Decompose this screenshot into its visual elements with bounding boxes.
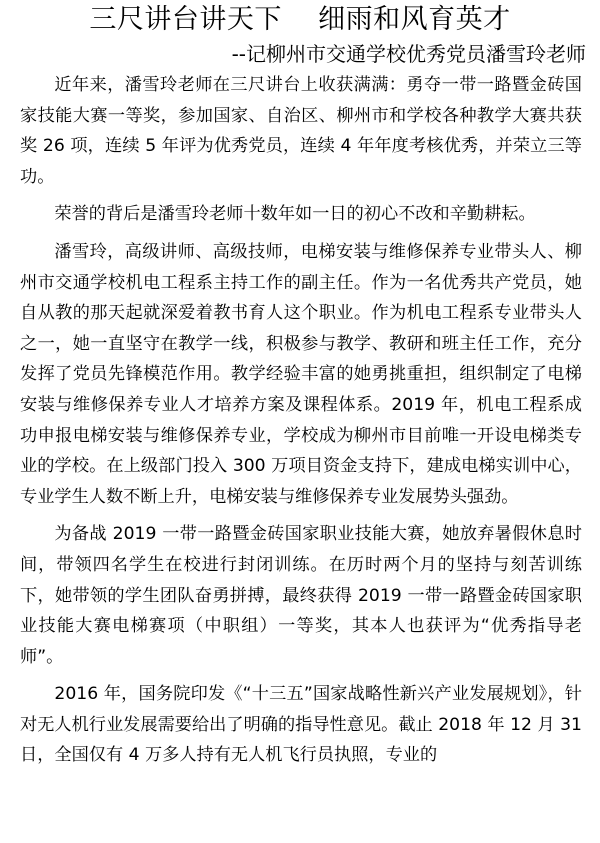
- article-subtitle: --记柳州市交通学校优秀党员潘雪玲老师: [231, 42, 586, 66]
- paragraph-4: 为备战 2019 一带一路暨金砖国家职业技能大赛，她放弃暑假休息时间，带领四名学生在校进行封闭训练。在历时两个月的坚持与刻苦训练下，她带领的学生团队奋勇拼搏，最终获得 2019 一带一路暨金砖国家职业技能大赛电梯赛项（中职组）一等奖，其本人也获评为“优秀指导老师”。: [20, 524, 582, 667]
- paragraph-2: 荣誉的背后是潘雪玲老师十数年如一日的初心不改和辛勤耕耘。: [54, 204, 536, 225]
- article-title: 三尺讲台讲天下 细雨和风育英才: [89, 4, 511, 35]
- paragraph-1: 近年来，潘雪玲老师在三尺讲台上收获满满：勇夺一带一路暨金砖国家技能大赛一等奖，参加国家、自治区、柳州市和学校各种教学大赛共获奖 26 项，连续 5 年评为优秀党员，连续 4 年年度考核优秀，并荣立三等功。: [20, 75, 582, 187]
- paragraph-3: 潘雪玲，高级讲师、高级技师，电梯安装与维修保养专业带头人、柳州市交通学校机电工程系主持工作的副主任。作为一名优秀共产党员，她自从教的那天起就深爱着教书育人这个职业。作为机电工程系专业带头人之一，她一直坚守在教学一线，积极参与教学、教研和班主任工作，充分发挥了党员先锋模范作用。教学经验丰富的她勇挑重担，组织制定了电梯安装与维修保养专业人才培养方案及课程体系。2019 年，机电工程系成功申报电梯安装与维修保养专业，学校成为柳州市目前唯一开设电梯类专业的学校。在上级部门投入 300 万项目资金支持下，建成电梯实训中心，专业学生人数不断上升，电梯安装与维修保养专业发展势头强劲。: [20, 241, 582, 507]
- paragraph-5: 2016 年，国务院印发《“十三五”国家战略性新兴产业发展规划》，针对无人机行业发展需要给出了明确的指导性意见。截止 2018 年 12 月 31 日，全国仅有 4 万多人持有无人机飞行员执照，专业的: [20, 684, 582, 766]
- article-body: [20, 70, 582, 771]
